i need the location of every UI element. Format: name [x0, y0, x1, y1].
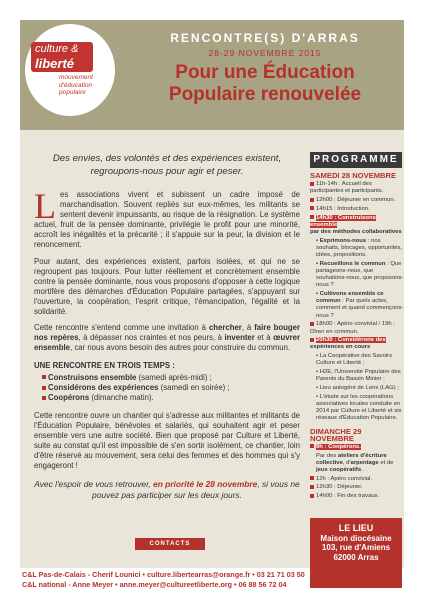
paragraph-1-text: es associations vivent et subissent un cadre imposé de marchandisation. Souvent repliés sur eux-mêmes, les militants se sentent devenir impuissants, au risque de la résignation. Le système actuel, fruit de la pensée dominante, privilégie le profit pour une minorité, accroît les inégalités et la précarité ; il s'appuie sur la peur, la division et le renoncement. — [34, 190, 300, 250]
schedule-subitem: • Cultivons ensemble ce commun : Par quels actes, comment et quand commençons-nous ? — [316, 291, 404, 319]
culture-et-liberte-logo — [25, 24, 115, 116]
title-line1: Pour une Éducation — [175, 62, 355, 83]
closing-text: Avec l'espoir de vous retrouver, en priorité le 28 novembre, si vous ne pouvez pas participer sur les deux jours. — [34, 479, 300, 501]
logo-sub-3: populaire — [59, 89, 86, 96]
schedule-subitem: • Recueillons le commun : Que partageons-nous, que souhaitons-nous, que proposons-nous ? — [316, 260, 404, 289]
logo-badge — [31, 42, 93, 72]
venue-line1: Maison diocésaine — [320, 533, 392, 543]
schedule-item: 12h : Apéro convivial. — [310, 476, 404, 483]
venue-title: LE LIEU — [338, 523, 374, 533]
day-heading-sunday: DIMANCHE 29 NOVEMBRE — [310, 426, 362, 443]
schedule-item: 14h15 : Introduction. — [310, 206, 404, 213]
intro-text: Des envies, des volontés et des expériences existent, regroupons-nous pour agir et peser. — [52, 153, 282, 177]
contact-line-local: C&L Pas-de-Calais - Cherif Lounici • culture.libertearras@orange.fr • 03 21 71 03 50 — [22, 570, 305, 579]
programme-column — [310, 152, 404, 562]
schedule-item-highlight: 14h30 : Construisons ensemble par des méthodes collaboratives — [310, 214, 402, 235]
day-heading-saturday: SAMEDI 28 NOVEMBRE — [310, 171, 397, 180]
meeting-step: Construisons ensemble (samedi après-midi) ; — [42, 373, 300, 383]
schedule-item-highlight: 9h : Coopérons. — [310, 444, 404, 451]
paragraph-4: Cette rencontre ouvre un chantier qui s'adresse aux militantes et militants de l'Éducation Populaire, bénévoles et salariés, qui souhaitent agir et peser ensemble vers une autre société. Bien que proposé par Culture et Liberté, suite au constat qu'il est impossible de s'en sortir isolément, ce chantier, loin d'être réservé au mouvement, sera celui des femmes et des hommes qui s'y engageront ! — [34, 410, 300, 471]
meeting-steps-title: UNE RENCONTRE EN TROIS TEMPS : — [34, 361, 175, 371]
logo-line2: liberté — [35, 56, 75, 71]
paragraph-1 — [34, 186, 300, 251]
logo-sub-1: mouvement — [59, 74, 93, 81]
logo-line1: culture & — [35, 43, 79, 55]
schedule-subitem: • H2E, l'Université Populaire des Parents du Bassin Minier ; — [316, 369, 401, 383]
article-column — [34, 152, 300, 501]
header-band — [20, 20, 404, 130]
schedule-subitem: • La Coopérative des Savoirs Culture et Liberté ; — [316, 353, 393, 367]
contact-footer — [22, 570, 406, 590]
programme-list — [310, 168, 404, 500]
schedule-subitem: • Lieu autogéré de Lens (LAG) ; — [316, 384, 399, 391]
title-line2: Populaire renouvelée — [168, 84, 362, 105]
meeting-steps-list — [34, 373, 300, 403]
logo-sub-2: d'éducation — [59, 81, 93, 89]
schedule-item-highlight: 20h30 : Considérons des expériences en cours — [310, 337, 386, 351]
schedule-subitem: Par des ateliers d'écriture collective, d'arpentage et de jeux coopératifs. — [316, 452, 394, 474]
schedule-item: 12h00 : Déjeuner en commun. — [310, 197, 404, 204]
meeting-step: Coopérons (dimanche matin). — [42, 393, 300, 403]
schedule-subitem: • Exprimons-nous : nos souhaits, blocages, opportunités, idées, propositions. — [316, 237, 403, 259]
meeting-step: Considérons des expériences (samedi en soirée) ; — [42, 383, 300, 393]
contact-line-national: C&L national - Anne Meyer • anne.meyer@cultureetliberte.org • 06 88 56 72 04 — [22, 580, 287, 589]
main-content — [20, 130, 404, 568]
schedule-subitem: • L'étude sur les coopérations associatives locales conduite en 2014 par Culture et Liberté et six réseaux d'Éducation Populaire. — [316, 393, 402, 422]
event-date: 28-29 NOVEMBRE 2015 — [208, 48, 322, 58]
venue-line3: 62000 Arras — [333, 552, 379, 562]
event-kicker: RENCONTRE(S) D'ARRAS — [170, 31, 360, 45]
schedule-item: 11h-14h : Accueil des participantes et participants. — [310, 181, 384, 195]
schedule-item: 18h00 : Apéro convivial / 19h : Dîner en commun. — [310, 321, 395, 335]
paragraph-2: Pour autant, des expériences existent, parfois isolées, et qui ne se regroupent pas toujours. Pour lutter réellement et concrètement ensemble contre la pensée dominante, nous vous proposons d'opposer à cette logique mortifère des démarches d'Éducation Populaire partagées, s'appuyant sur l'ouverture, la coopération, l'esprit critique, l'émancipation, l'égalité et la solidarité. — [34, 256, 300, 317]
contacts-tab: CONTACTS — [135, 538, 205, 550]
page-title — [126, 62, 404, 106]
drop-cap: L — [34, 186, 56, 226]
programme-tab: PROGRAMME — [310, 152, 402, 168]
paragraph-3: Cette rencontre s'entend comme une invitation à chercher, à faire bouger nos repères, à dépasser nos craintes et nos peurs, à inventer et à œuvrer ensemble, car nous avons besoin des autres pour construire du commun. — [34, 323, 300, 353]
schedule-item: 12h30 : Déjeuner. — [310, 484, 404, 491]
logo-subtitle — [59, 74, 115, 97]
venue-line2: 103, rue d'Amiens — [321, 543, 391, 553]
schedule-item: 14h00 : Fin des travaux. — [310, 493, 404, 500]
